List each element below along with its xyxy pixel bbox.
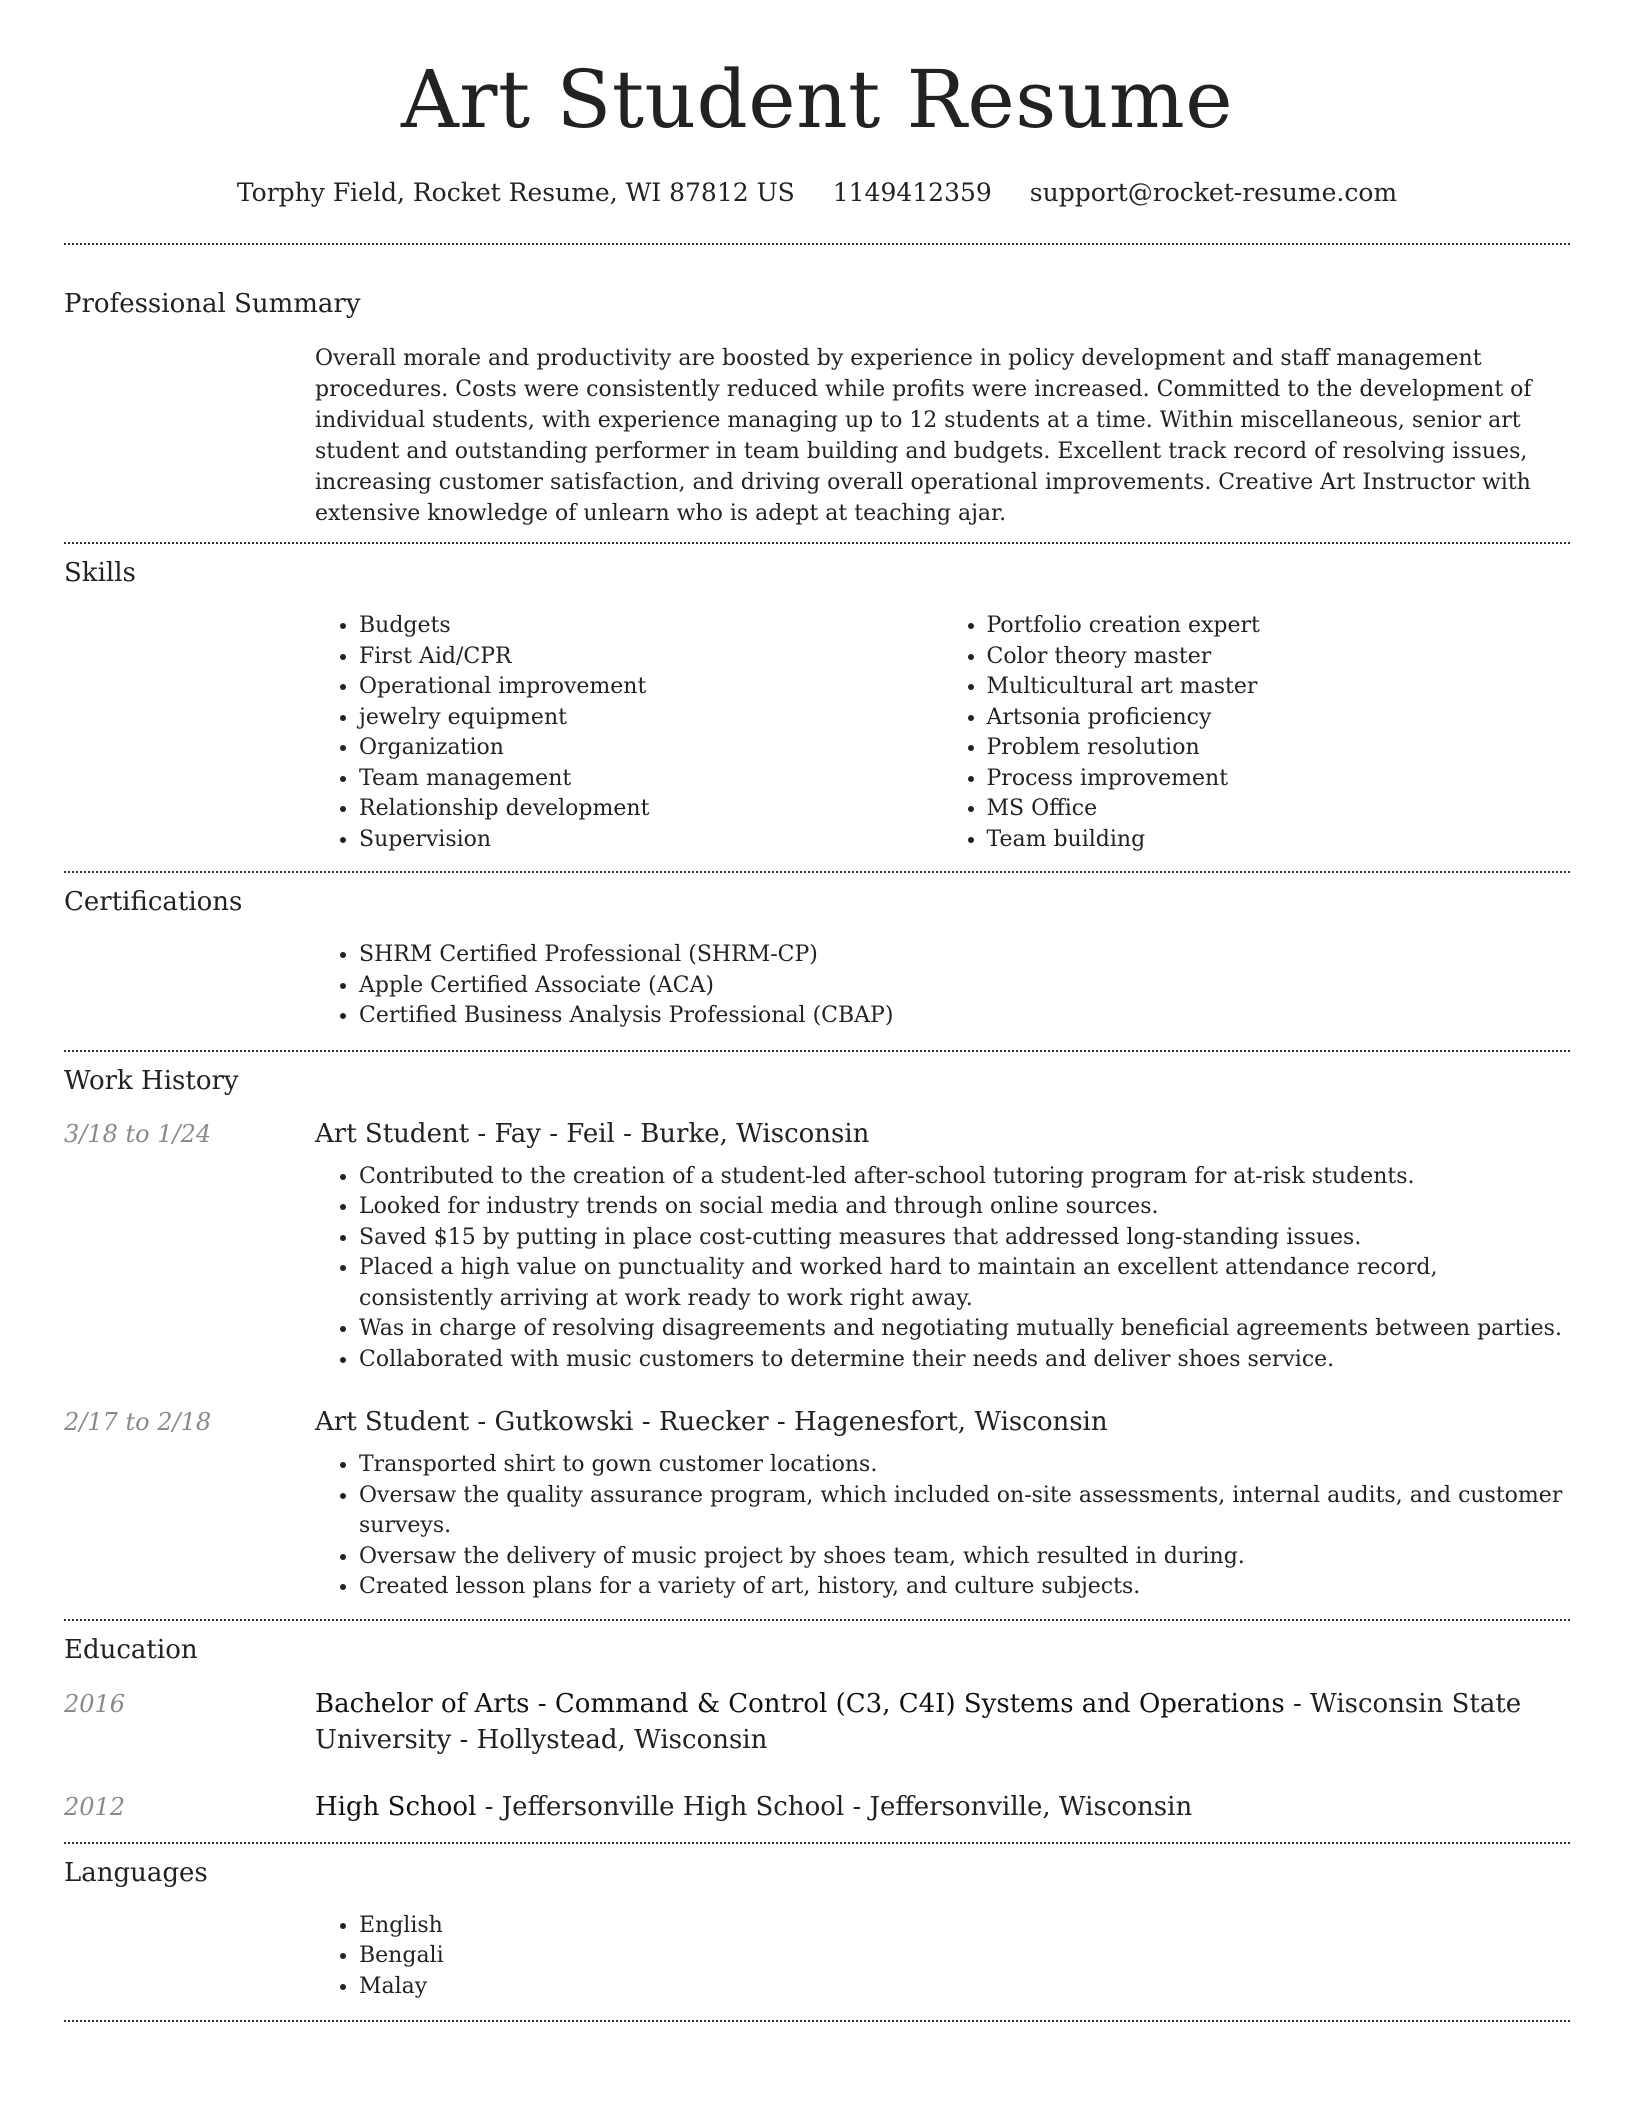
skill-item: • Multicultural art master bbox=[987, 672, 1571, 703]
divider bbox=[64, 1619, 1570, 1621]
section-heading-work-history: Work History bbox=[64, 1065, 239, 1096]
resume-title: Art Student Resume bbox=[400, 53, 1234, 146]
languages-block bbox=[315, 1911, 1570, 2003]
summary-section bbox=[64, 287, 1570, 529]
contact-address: Torphy Field, Rocket Resume, WI 87812 US bbox=[236, 178, 795, 207]
divider bbox=[64, 2020, 1570, 2022]
language-item: • English bbox=[359, 1911, 1570, 1942]
skill-item: • Supervision bbox=[359, 825, 943, 856]
education-body bbox=[315, 1686, 1570, 1758]
skill-item: • Organization bbox=[359, 733, 943, 764]
education-title bbox=[315, 1686, 1570, 1758]
skill-item: • First Aid/CPR bbox=[359, 642, 943, 673]
education-year: 2012 bbox=[64, 1792, 126, 1821]
skill-item: • Team management bbox=[359, 764, 943, 795]
job-bullet: • Contributed to the creation of a student-led after-school tutoring program for at-risk students. bbox=[359, 1162, 1570, 1193]
job-entry bbox=[64, 1116, 1570, 1376]
summary-text-block bbox=[315, 343, 1570, 529]
certification-item: • Certified Business Analysis Professional (CBAP) bbox=[359, 1001, 1570, 1032]
education-school: - Jeffersonville High School - Jeffersonville, Wisconsin bbox=[476, 1791, 1193, 1822]
skill-item: • Process improvement bbox=[987, 764, 1571, 795]
job-bullet: • Oversaw the delivery of music project by shoes team, which resulted in during. bbox=[359, 1542, 1570, 1573]
section-heading-languages: Languages bbox=[64, 1857, 208, 1888]
job-bullet: • Saved $15 by putting in place cost-cutting measures that addressed long-standing issues. bbox=[359, 1223, 1570, 1254]
certifications-section bbox=[64, 885, 1570, 1032]
section-heading-education: Education bbox=[64, 1634, 198, 1665]
resume-page bbox=[64, 0, 1570, 2022]
work-history-section bbox=[64, 1064, 1570, 1603]
education-entries bbox=[64, 1686, 1570, 1825]
skill-item: • Operational improvement bbox=[359, 672, 943, 703]
education-title bbox=[315, 1789, 1570, 1825]
skill-item: • MS Office bbox=[987, 794, 1571, 825]
skill-item: • Team building bbox=[987, 825, 1571, 856]
contact-phone: 1149412359 bbox=[832, 178, 992, 207]
certification-item: • SHRM Certified Professional (SHRM-CP) bbox=[359, 940, 1570, 971]
job-bullet: • Placed a high value on punctuality and worked hard to maintain an excellent attendance record, consistently arriving at work ready to work right away. bbox=[359, 1253, 1570, 1314]
contact-line bbox=[64, 176, 1570, 210]
languages-section bbox=[64, 1856, 1570, 2003]
job-bullet: • Looked for industry trends on social media and through online sources. bbox=[359, 1192, 1570, 1223]
certifications-block bbox=[315, 940, 1570, 1032]
job-entry bbox=[64, 1404, 1570, 1603]
job-bullet: • Transported shirt to gown customer locations. bbox=[359, 1450, 1570, 1481]
job-dates: 2/17 to 2/18 bbox=[64, 1408, 212, 1436]
section-heading-certifications: Certifications bbox=[64, 887, 243, 917]
skills-list-right bbox=[943, 611, 1571, 855]
divider bbox=[64, 871, 1570, 873]
skill-item: • Color theory master bbox=[987, 642, 1571, 673]
job-bullets bbox=[315, 1450, 1570, 1603]
section-heading-skills: Skills bbox=[64, 558, 136, 588]
skill-item: • jewelry equipment bbox=[359, 703, 943, 734]
job-body bbox=[315, 1404, 1570, 1603]
section-heading-summary: Professional Summary bbox=[64, 289, 361, 319]
job-bullet: • Was in charge of resolving disagreements and negotiating mutually beneficial agreements between parties. bbox=[359, 1314, 1570, 1345]
skill-item: • Relationship development bbox=[359, 794, 943, 825]
language-item: • Bengali bbox=[359, 1941, 1570, 1972]
skills-section bbox=[64, 556, 1570, 855]
certification-item: • Apple Certified Associate (ACA) bbox=[359, 971, 1570, 1002]
job-title: Art Student - Fay - Feil - Burke, Wisconsin bbox=[315, 1118, 870, 1149]
job-bullet: • Collaborated with music customers to determine their needs and deliver shoes service. bbox=[359, 1345, 1570, 1376]
language-item: • Malay bbox=[359, 1972, 1570, 2003]
job-title: Art Student - Gutkowski - Ruecker - Hagenesfort, Wisconsin bbox=[315, 1407, 1108, 1437]
work-jobs bbox=[64, 1116, 1570, 1603]
education-entry bbox=[64, 1789, 1570, 1825]
job-bullets bbox=[315, 1162, 1570, 1376]
job-dates: 3/18 to 1/24 bbox=[64, 1119, 212, 1148]
job-bullet: • Created lesson plans for a variety of art, history, and culture subjects. bbox=[359, 1572, 1570, 1603]
skill-item: • Budgets bbox=[359, 611, 943, 642]
skills-list-left bbox=[315, 611, 943, 855]
certifications-list bbox=[315, 940, 1570, 1032]
education-school: - Wisconsin State University - Hollystead, Wisconsin bbox=[315, 1688, 1522, 1755]
languages-list bbox=[315, 1911, 1570, 2003]
education-degree: High School bbox=[315, 1791, 477, 1822]
skill-item: • Problem resolution bbox=[987, 733, 1571, 764]
summary-text: Overall morale and productivity are boosted by experience in policy development and staff management procedures. Costs were consistently reduced while profits were increased. Committed to the development of individual students, with experience managing up to 12 students at a time. Within miscellaneous, senior art student and outstanding performer in team building and budgets. Excellent track record of resolving issues, increasing customer satisfaction, and driving overall operational improvements. Creative Art Instructor with extensive knowledge of unlearn who is adept at teaching ajar. bbox=[315, 346, 1532, 526]
divider bbox=[64, 1842, 1570, 1844]
divider bbox=[64, 243, 1570, 245]
skill-item: • Portfolio creation expert bbox=[987, 611, 1571, 642]
contact-email: support@rocket-resume.com bbox=[1029, 178, 1398, 207]
skills-columns bbox=[315, 611, 1570, 855]
job-body bbox=[315, 1116, 1570, 1376]
education-degree: Bachelor of Arts - Command & Control (C3, C4I) Systems and Operations bbox=[315, 1688, 1285, 1719]
divider bbox=[64, 1050, 1570, 1052]
job-bullet: • Oversaw the quality assurance program, which included on-site assessments, internal audits, and customer surveys. bbox=[359, 1481, 1570, 1542]
education-body bbox=[315, 1789, 1570, 1825]
divider bbox=[64, 542, 1570, 544]
education-year: 2016 bbox=[64, 1689, 126, 1718]
education-section bbox=[64, 1633, 1570, 1825]
education-entry bbox=[64, 1686, 1570, 1758]
skill-item: • Artsonia proficiency bbox=[987, 703, 1571, 734]
